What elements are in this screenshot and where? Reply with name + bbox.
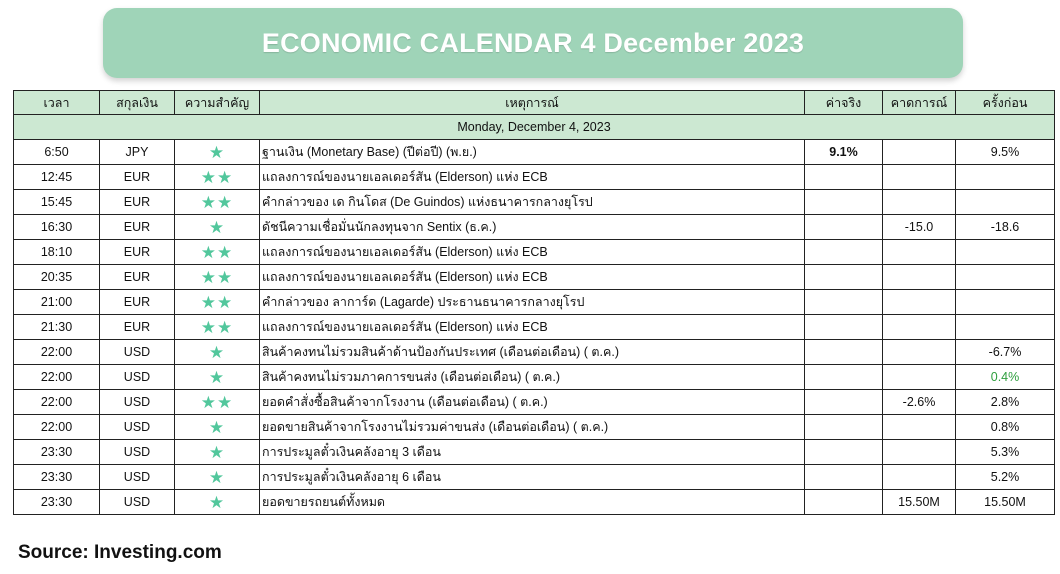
forecast-cell: -15.0 (883, 215, 956, 240)
importance-stars (175, 290, 260, 315)
forecast-cell (883, 415, 956, 440)
star-icon: ★ (208, 342, 226, 362)
table-row (14, 365, 1055, 390)
currency-cell: JPY (100, 140, 175, 165)
currency-cell: EUR (100, 190, 175, 215)
importance-stars (175, 165, 260, 190)
date-label: Monday, December 4, 2023 (14, 115, 1055, 140)
previous-cell: 9.5% (956, 140, 1055, 165)
actual-cell (805, 365, 883, 390)
previous-cell (956, 165, 1055, 190)
date-row (14, 115, 1055, 140)
previous-cell: 0.8% (956, 415, 1055, 440)
previous-cell (956, 290, 1055, 315)
table-row (14, 215, 1055, 240)
forecast-cell (883, 465, 956, 490)
actual-cell (805, 490, 883, 515)
previous-cell: 15.50M (956, 490, 1055, 515)
table-row (14, 265, 1055, 290)
importance-stars (175, 315, 260, 340)
previous-cell: -6.7% (956, 340, 1055, 365)
table-row (14, 190, 1055, 215)
event-cell: คำกล่าวของ เด กินโดส (De Guindos) แห่งธนาคารกลางยุโรป (260, 190, 805, 215)
forecast-cell (883, 165, 956, 190)
event-cell: คำกล่าวของ ลาการ์ด (Lagarde) ประธานธนาคารกลางยุโรป (260, 290, 805, 315)
currency-cell: USD (100, 390, 175, 415)
currency-cell: USD (100, 465, 175, 490)
actual-cell (805, 290, 883, 315)
time-cell: 15:45 (14, 190, 100, 215)
forecast-cell (883, 290, 956, 315)
currency-cell: USD (100, 365, 175, 390)
col-header-time: เวลา (14, 91, 100, 115)
star-icon: ★ (208, 467, 226, 487)
time-cell: 22:00 (14, 390, 100, 415)
forecast-cell (883, 265, 956, 290)
star-icon: ★ (208, 142, 226, 162)
table-row (14, 390, 1055, 415)
forecast-cell (883, 190, 956, 215)
importance-stars (175, 240, 260, 265)
forecast-cell (883, 140, 956, 165)
actual-cell (805, 240, 883, 265)
time-cell: 21:30 (14, 315, 100, 340)
time-cell: 16:30 (14, 215, 100, 240)
star-icon: ★★ (200, 192, 234, 212)
star-icon: ★ (208, 417, 226, 437)
importance-stars (175, 265, 260, 290)
previous-cell: 5.3% (956, 440, 1055, 465)
importance-stars (175, 340, 260, 365)
table-row (14, 315, 1055, 340)
title-banner (103, 8, 963, 78)
col-header-importance: ความสำคัญ (175, 91, 260, 115)
event-cell: ฐานเงิน (Monetary Base) (ปีต่อปี) (พ.ย.) (260, 140, 805, 165)
time-cell: 6:50 (14, 140, 100, 165)
event-cell: แถลงการณ์ของนายเอลเดอร์สัน (Elderson) แห่ง ECB (260, 240, 805, 265)
star-icon: ★★ (200, 167, 234, 187)
col-header-event: เหตุการณ์ (260, 91, 805, 115)
event-cell: แถลงการณ์ของนายเอลเดอร์สัน (Elderson) แห่ง ECB (260, 265, 805, 290)
previous-cell: 0.4% (956, 365, 1055, 390)
table-row (14, 165, 1055, 190)
time-cell: 18:10 (14, 240, 100, 265)
table-row (14, 140, 1055, 165)
currency-cell: EUR (100, 315, 175, 340)
col-header-currency: สกุลเงิน (100, 91, 175, 115)
star-icon: ★★ (200, 392, 234, 412)
star-icon: ★ (208, 492, 226, 512)
actual-cell (805, 190, 883, 215)
forecast-cell (883, 315, 956, 340)
time-cell: 23:30 (14, 465, 100, 490)
actual-cell (805, 440, 883, 465)
star-icon: ★★ (200, 242, 234, 262)
time-cell: 20:35 (14, 265, 100, 290)
currency-cell: USD (100, 490, 175, 515)
event-cell: ดัชนีความเชื่อมั่นนักลงทุนจาก Sentix (ธ.ค.) (260, 215, 805, 240)
currency-cell: EUR (100, 290, 175, 315)
importance-stars (175, 390, 260, 415)
importance-stars (175, 490, 260, 515)
previous-cell: 5.2% (956, 465, 1055, 490)
source-credit: Source: Investing.com (18, 542, 222, 563)
importance-stars (175, 440, 260, 465)
forecast-cell (883, 340, 956, 365)
forecast-cell: -2.6% (883, 390, 956, 415)
importance-stars (175, 365, 260, 390)
actual-cell (805, 315, 883, 340)
table-row (14, 440, 1055, 465)
currency-cell: EUR (100, 240, 175, 265)
star-icon: ★ (208, 442, 226, 462)
forecast-cell (883, 365, 956, 390)
event-cell: การประมูลตั๋วเงินคลังอายุ 3 เดือน (260, 440, 805, 465)
actual-cell (805, 465, 883, 490)
star-icon: ★★ (200, 292, 234, 312)
previous-cell: 2.8% (956, 390, 1055, 415)
time-cell: 22:00 (14, 415, 100, 440)
importance-stars (175, 190, 260, 215)
event-cell: ยอดขายสินค้าจากโรงงานไม่รวมค่าขนส่ง (เดือนต่อเดือน) ( ต.ค.) (260, 415, 805, 440)
previous-cell (956, 265, 1055, 290)
table-row (14, 240, 1055, 265)
actual-cell (805, 265, 883, 290)
forecast-cell (883, 440, 956, 465)
header-row (14, 91, 1055, 115)
time-cell: 23:30 (14, 440, 100, 465)
col-header-previous: ครั้งก่อน (956, 91, 1055, 115)
event-cell: ยอดคำสั่งซื้อสินค้าจากโรงงาน (เดือนต่อเดือน) ( ต.ค.) (260, 390, 805, 415)
col-header-forecast: คาดการณ์ (883, 91, 956, 115)
previous-cell (956, 240, 1055, 265)
currency-cell: EUR (100, 265, 175, 290)
importance-stars (175, 465, 260, 490)
actual-cell: 9.1% (805, 140, 883, 165)
table-row (14, 290, 1055, 315)
page-title: ECONOMIC CALENDAR 4 December 2023 (261, 27, 805, 58)
previous-cell (956, 190, 1055, 215)
table-row (14, 415, 1055, 440)
event-cell: สินค้าคงทนไม่รวมสินค้าด้านป้องกันประเทศ (เดือนต่อเดือน) ( ต.ค.) (260, 340, 805, 365)
forecast-cell (883, 240, 956, 265)
star-icon: ★★ (200, 267, 234, 287)
currency-cell: EUR (100, 215, 175, 240)
importance-stars (175, 140, 260, 165)
previous-cell: -18.6 (956, 215, 1055, 240)
event-cell: สินค้าคงทนไม่รวมภาคการขนส่ง (เดือนต่อเดือน) ( ต.ค.) (260, 365, 805, 390)
actual-cell (805, 165, 883, 190)
event-cell: แถลงการณ์ของนายเอลเดอร์สัน (Elderson) แห่ง ECB (260, 165, 805, 190)
currency-cell: USD (100, 440, 175, 465)
actual-cell (805, 415, 883, 440)
importance-stars (175, 415, 260, 440)
time-cell: 22:00 (14, 340, 100, 365)
table-row (14, 465, 1055, 490)
event-cell: แถลงการณ์ของนายเอลเดอร์สัน (Elderson) แห่ง ECB (260, 315, 805, 340)
currency-cell: USD (100, 415, 175, 440)
importance-stars (175, 215, 260, 240)
previous-cell (956, 315, 1055, 340)
actual-cell (805, 215, 883, 240)
table-row (14, 340, 1055, 365)
time-cell: 23:30 (14, 490, 100, 515)
star-icon: ★ (208, 367, 226, 387)
currency-cell: USD (100, 340, 175, 365)
col-header-actual: ค่าจริง (805, 91, 883, 115)
forecast-cell: 15.50M (883, 490, 956, 515)
star-icon: ★★ (200, 317, 234, 337)
table-row (14, 490, 1055, 515)
time-cell: 22:00 (14, 365, 100, 390)
time-cell: 21:00 (14, 290, 100, 315)
economic-calendar-table (13, 90, 1055, 515)
actual-cell (805, 340, 883, 365)
star-icon: ★ (208, 217, 226, 237)
currency-cell: EUR (100, 165, 175, 190)
actual-cell (805, 390, 883, 415)
event-cell: ยอดขายรถยนต์ทั้งหมด (260, 490, 805, 515)
event-cell: การประมูลตั๋วเงินคลังอายุ 6 เดือน (260, 465, 805, 490)
time-cell: 12:45 (14, 165, 100, 190)
